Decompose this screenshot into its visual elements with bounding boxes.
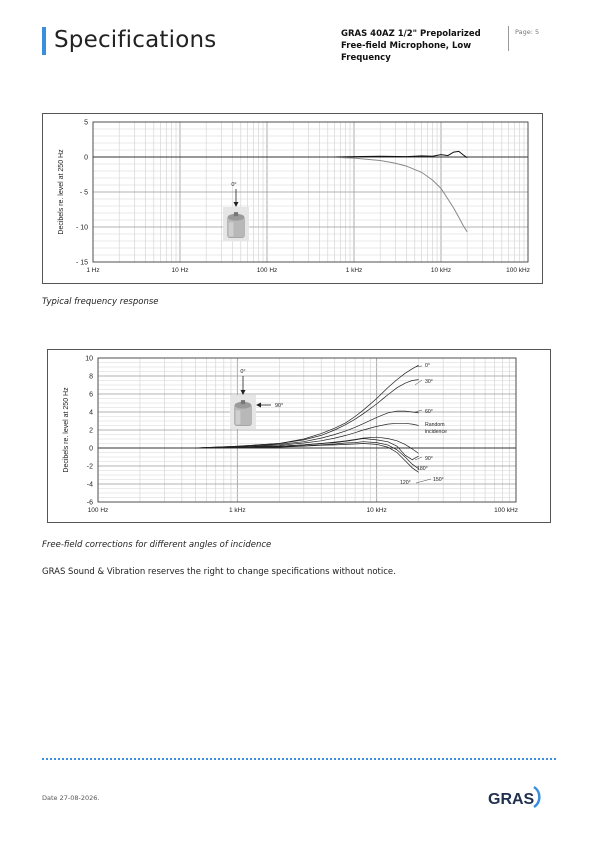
microphone-highlight [236,410,241,424]
page-title: Specifications [54,27,217,53]
curve-label: incidence [425,429,447,435]
gras-logo [484,782,548,812]
series-line [195,439,418,460]
y-tick-label: 5 [84,119,88,127]
footer-dotted-divider [42,758,556,760]
y-tick-label: 0 [84,154,88,162]
y-axis-label: Decibels re. level at 250 Hz [63,387,70,473]
curve-label: 60° [425,409,433,415]
series-line [195,442,418,469]
header-divider [508,26,509,51]
y-axis-label: Decibels re. level at 250 Hz [58,149,65,235]
x-tick-label: 10 kHz [366,507,387,514]
y-tick-label: 2 [89,427,93,435]
y-tick-label: -4 [86,481,93,489]
annotation-0-degree: 0° [240,369,246,375]
y-tick-label: 8 [89,373,93,381]
curve-label: 90° [425,456,433,462]
curve-label: 180° [417,466,428,472]
y-tick-label: 10 [85,355,93,363]
y-tick-label: 4 [89,409,93,417]
microphone-highlight [229,222,234,236]
x-tick-label: 100 kHz [506,267,530,274]
series-line [335,157,468,232]
annotation-0-degree: 0° [231,182,237,188]
frequency-response-figure [42,113,543,284]
curve-label: 0° [425,363,430,369]
x-tick-label: 1 kHz [345,267,363,274]
gras-logo-text: GRAS [488,791,535,808]
figure-caption-1: Typical frequency response [42,297,159,307]
y-tick-label: 6 [89,391,93,399]
x-tick-label: 1 kHz [229,507,246,514]
page-number: Page: 5 [515,28,540,36]
free-field-corrections-figure [47,349,551,523]
y-tick-label: - 15 [75,259,88,267]
figure-caption-2: Free-field corrections for different angles of incidence [42,540,272,550]
free-field-corrections-chart [48,350,550,522]
microphone-diaphragm [241,400,245,404]
microphone-illustration [223,207,249,241]
disclaimer-note: GRAS Sound & Vibration reserves the right to change specifications without notice. [42,567,396,577]
curve-label: 120° [400,480,411,486]
frequency-response-chart [43,114,542,283]
microphone-diaphragm [234,212,238,216]
title-accent-bar [42,27,46,55]
y-tick-label: - 5 [79,189,88,197]
x-tick-label: 10 Hz [171,267,189,274]
microphone-illustration [230,395,256,429]
document-title: GRAS 40AZ 1/2" Prepolarized Free-field Microphone, Low Frequency [341,29,481,63]
curve-label: 30° [425,379,433,385]
x-tick-label: 100 Hz [256,267,278,274]
x-tick-label: 1 Hz [86,267,100,274]
annotation-90-degree: 90° [275,403,284,409]
document-date: Date 27-08-2026. [42,794,100,802]
y-tick-label: -6 [86,499,93,507]
x-tick-label: 10 kHz [430,267,452,274]
y-tick-label: 0 [89,445,93,453]
gras-logo-arc [534,787,539,807]
series-line [195,365,418,448]
x-tick-label: 100 Hz [87,507,109,514]
y-tick-label: - 10 [75,224,88,232]
y-tick-label: -2 [86,463,93,471]
curve-label: Random [425,422,445,428]
x-tick-label: 100 kHz [494,507,518,514]
curve-label: 150° [433,477,444,483]
